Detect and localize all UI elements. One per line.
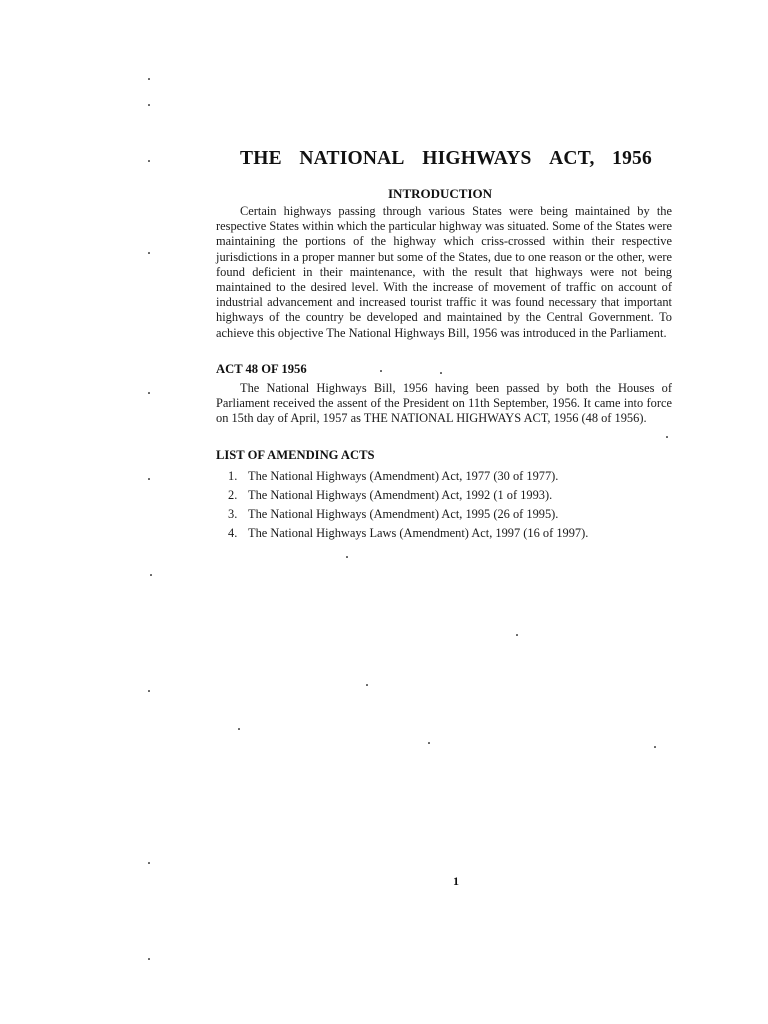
list-item-number: 1. [228, 469, 238, 483]
introduction-heading: INTRODUCTION [388, 186, 493, 201]
scan-speck [148, 78, 150, 80]
scan-speck [148, 392, 150, 394]
scan-speck [666, 436, 668, 438]
scan-speck [150, 574, 152, 576]
scan-speck [380, 370, 382, 372]
list-item [228, 486, 668, 505]
scan-speck [366, 684, 368, 686]
title-word: ACT, [549, 148, 595, 169]
scan-speck [148, 160, 150, 162]
scan-speck [238, 728, 240, 730]
scan-speck [516, 634, 518, 636]
scan-speck [148, 862, 150, 864]
amending-acts-list [228, 467, 668, 543]
list-item [228, 467, 668, 486]
list-item-number: 3. [228, 507, 238, 521]
document-title [240, 148, 652, 170]
list-item-text: The National Highways Laws (Amendment) Act, 1997 (16 of 1997). [248, 526, 589, 540]
scan-speck [148, 690, 150, 692]
list-item-number: 2. [228, 488, 238, 502]
title-word: NATIONAL [299, 148, 405, 169]
scan-speck [148, 478, 150, 480]
list-item-text: The National Highways (Amendment) Act, 1995 (26 of 1995). [248, 507, 559, 521]
title-word: 1956 [612, 148, 652, 169]
list-item [228, 505, 668, 524]
scan-speck [148, 252, 150, 254]
list-item-text: The National Highways (Amendment) Act, 1992 (1 of 1993). [248, 488, 553, 502]
title-word: THE [240, 148, 282, 169]
scan-speck [148, 958, 150, 960]
scan-speck [440, 372, 442, 374]
scan-speck [654, 746, 656, 748]
introduction-paragraph: Certain highways passing through various States were being maintained by the respective States within which the particular highway was situated. Some of the States were maintaining the portions of the highway which criss-crossed within their respective jurisdictions in a proper manner but some of the States, due to one reason or the other, were found deficient in their maintenance, with the result that highways were not being maintained to the desired level. With the increase of movement of traffic on account of industrial advancement and increased tourist traffic it was found necessary that important highways of the country be developed and maintained by the Central Government. To achieve this objective The National Highways Bill, 1956 was introduced in the Parliament. [216, 204, 672, 340]
list-item [228, 524, 668, 543]
list-item-number: 4. [228, 526, 238, 540]
list-item-text: The National Highways (Amendment) Act, 1977 (30 of 1977). [248, 469, 559, 483]
amending-acts-heading: LIST OF AMENDING ACTS [216, 448, 375, 462]
scan-speck [346, 556, 348, 558]
scan-speck [428, 742, 430, 744]
title-word: HIGHWAYS [422, 148, 532, 169]
page-number: 1 [453, 874, 459, 888]
scan-speck [148, 104, 150, 106]
act-heading: ACT 48 OF 1956 [216, 362, 307, 376]
act-paragraph: The National Highways Bill, 1956 having been passed by both the Houses of Parliament received the assent of the President on 11th September, 1956. It came into force on 15th day of April, 1957 as THE NATIONAL HIGHWAYS ACT, 1956 (48 of 1956). [216, 381, 672, 426]
